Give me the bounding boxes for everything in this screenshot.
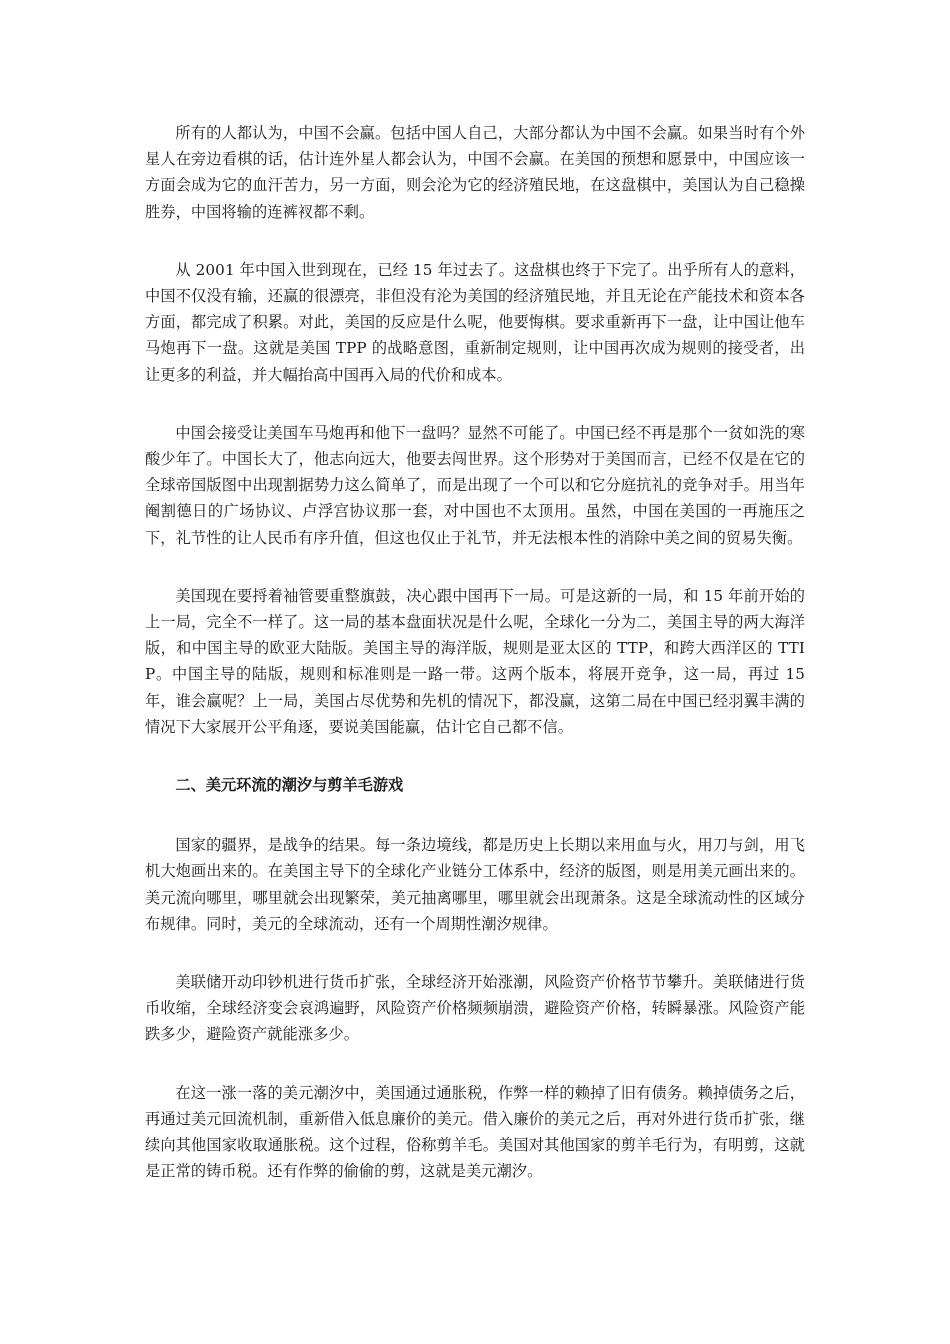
document-page xyxy=(145,120,805,1217)
section-heading: 二、美元环流的潮汐与剪羊毛游戏 xyxy=(175,776,404,795)
paragraph: 美联储开动印钞机进行货币扩张，全球经济开始涨潮，风险资产价格节节攀升。美联储进行货币收缩，全球经济变会哀鸿遍野，风险资产价格频频崩溃，避险资产价格，转瞬暴涨。风险资产能跌多少，避险资产就能涨多少。 xyxy=(145,973,805,1044)
paragraph: 中国会接受让美国车马炮再和他下一盘吗？显然不可能了。中国已经不再是那个一贫如洗的寒酸少年了。中国长大了，他志向远大，他要去闯世界。这个形势对于美国而言，已经不仅是在它的全球帝国版图中出现割据势力这么简单了，而是出现了一个可以和它分庭抗礼的竞争对手。用当年阉割德日的广场协议、卢浮宫协议那一套，对中国也不太顶用。虽然，中国在美国的一再施压之下，礼节性的让人民币有序升值，但这也仅止于礼节，并无法根本性的消除中美之间的贸易失衡。 xyxy=(145,423,805,547)
paragraph: 在这一涨一落的美元潮汐中，美国通过通胀税，作弊一样的赖掉了旧有债务。赖掉债务之后，再通过美元回流机制，重新借入低息廉价的美元。借入廉价的美元之后，再对外进行货币扩张，继续向其他国家收取通胀税。这个过程，俗称剪羊毛。美国对其他国家的剪羊毛行为，有明剪，这就是正常的铸币税。还有作弊的偷偷的剪，这就是美元潮汐。 xyxy=(145,1083,805,1181)
paragraph: 从 2001 年中国入世到现在，已经 15 年过去了。这盘棋也终于下完了。出乎所有人的意料，中国不仅没有输，还赢的很漂亮，非但没有沦为美国的经济殖民地，并且无论在产能技术和资本各方面，都完成了积累。对此，美国的反应是什么呢，他要悔棋。要求重新再下一盘，让中国让他车马炮再下一盘。这就是美国 TPP 的战略意图，重新制定规则，让中国再次成为规则的接受者，出让更多的利益，并大幅抬高中国再入局的代价和成本。 xyxy=(145,260,805,384)
paragraph: 所有的人都认为，中国不会赢。包括中国人自己，大部分都认为中国不会赢。如果当时有个外星人在旁边看棋的话，估计连外星人都会认为，中国不会赢。在美国的预想和愿景中，中国应该一方面会成为它的血汗苦力，另一方面，则会沦为它的经济殖民地，在这盘棋中，美国认为自己稳操胜券，中国将输的连裤衩都不剩。 xyxy=(145,124,805,221)
paragraph: 国家的疆界，是战争的结果。每一条边境线，都是历史上长期以来用血与火，用刀与剑，用飞机大炮画出来的。在美国主导下的全球化产业链分工体系中，经济的版图，则是用美元画出来的。美元流向哪里，哪里就会出现繁荣，美元抽离哪里，哪里就会出现萧条。这是全球流动性的区域分布规律。同时，美元的全球流动，还有一个周期性潮汐规律。 xyxy=(145,836,805,933)
paragraph: 美国现在要捋着袖管要重整旗鼓，决心跟中国再下一局。可是这新的一局，和 15 年前开始的上一局，完全不一样了。这一局的基本盘面状况是什么呢，全球化一分为二，美国主导的两大海洋版，和中国主导的欧亚大陆版。美国主导的海洋版，规则是亚太区的 TTP，和跨大西洋区的 TTIP。中国主导的陆版，规则和标准则是一路一带。这两个版本，将展开竞争，这一局，再过 15 年，谁会赢呢？上一局，美国占尽优势和先机的情况下，都没赢，这第二局在中国已经羽翼丰满的情况下大家展开公平角逐，要说美国能赢，估计它自己都不信。 xyxy=(145,586,805,736)
